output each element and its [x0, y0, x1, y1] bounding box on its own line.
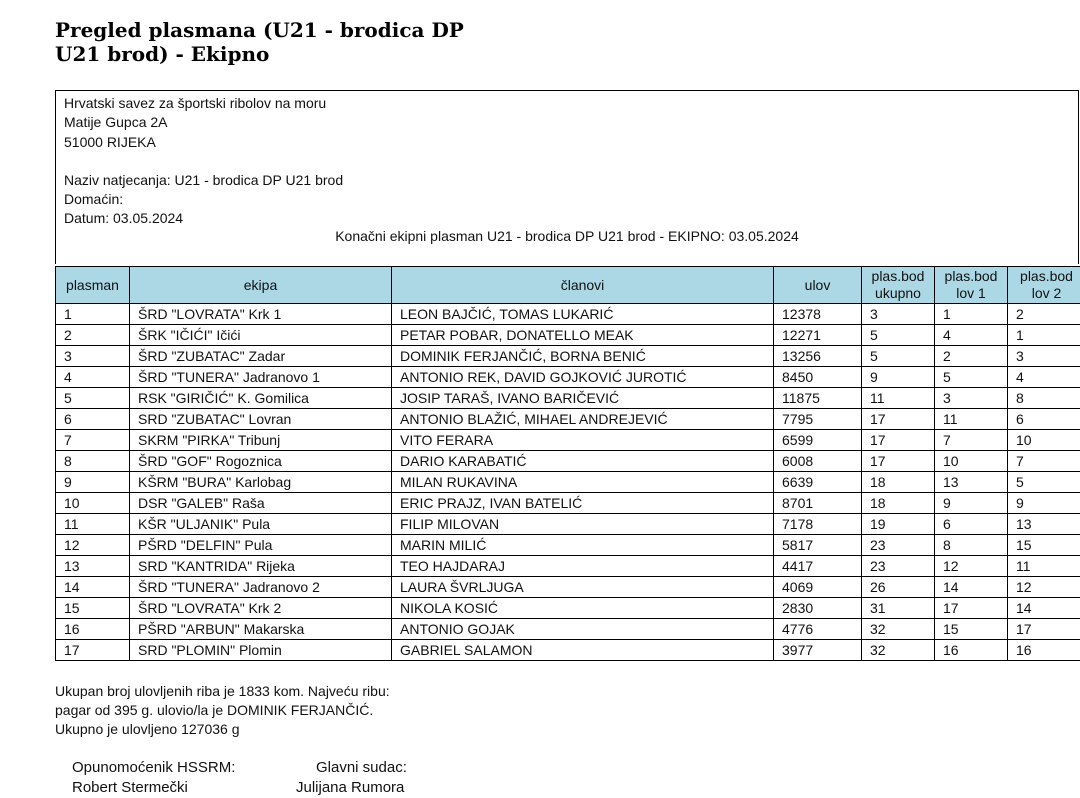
cell-ukupno: 18	[862, 493, 935, 514]
col-bod-lov1-l2: lov 1	[956, 285, 986, 301]
catch-summary	[55, 682, 390, 739]
cell-ekipa: PŠRD "ARBUN" Makarska	[130, 619, 392, 640]
cell-plasman: 6	[56, 409, 130, 430]
cell-lov2: 11	[1008, 556, 1080, 577]
cell-ulov: 8450	[774, 367, 862, 388]
cell-clanovi: MARIN MILIĆ	[392, 535, 774, 556]
competition-host: Domaćin:	[64, 190, 123, 208]
cell-ulov: 5817	[774, 535, 862, 556]
cell-clanovi: NIKOLA KOSIĆ	[392, 598, 774, 619]
cell-lov2: 16	[1008, 640, 1080, 661]
summary-line-3: Ukupno je ulovljeno 127036 g	[55, 720, 390, 739]
cell-lov1: 11	[935, 409, 1008, 430]
cell-lov1: 2	[935, 346, 1008, 367]
col-bod-lov1	[935, 267, 1008, 304]
org-street: Matije Gupca 2A	[64, 113, 168, 131]
table-row	[56, 367, 1080, 388]
signature-right	[296, 758, 407, 798]
cell-lov2: 15	[1008, 535, 1080, 556]
cell-ulov: 6639	[774, 472, 862, 493]
cell-ekipa: ŠRD "LOVRATA" Krk 1	[130, 304, 392, 325]
table-row	[56, 493, 1080, 514]
table-row	[56, 304, 1080, 325]
cell-ukupno: 5	[862, 346, 935, 367]
table-row	[56, 577, 1080, 598]
table-row	[56, 451, 1080, 472]
cell-plasman: 7	[56, 430, 130, 451]
table-caption: Konačni ekipni plasman U21 - brodica DP U21 brod - EKIPNO: 03.05.2024	[56, 228, 1078, 244]
cell-plasman: 10	[56, 493, 130, 514]
cell-lov2: 1	[1008, 325, 1080, 346]
signature-right-role: Glavni sudac:	[296, 758, 407, 778]
cell-ulov: 2830	[774, 598, 862, 619]
cell-lov2: 6	[1008, 409, 1080, 430]
page-title	[55, 18, 575, 66]
cell-clanovi: LAURA ŠVRLJUGA	[392, 577, 774, 598]
cell-ukupno: 32	[862, 640, 935, 661]
cell-clanovi: MILAN RUKAVINA	[392, 472, 774, 493]
col-bod-lov2-l2: lov 2	[1032, 285, 1062, 301]
cell-clanovi: ERIC PRAJZ, IVAN BATELIĆ	[392, 493, 774, 514]
cell-ekipa: ŠRD "LOVRATA" Krk 2	[130, 598, 392, 619]
org-name: Hrvatski savez za športski ribolov na moru	[64, 94, 326, 112]
cell-ukupno: 17	[862, 409, 935, 430]
cell-plasman: 3	[56, 346, 130, 367]
cell-ukupno: 11	[862, 388, 935, 409]
cell-lov1: 12	[935, 556, 1008, 577]
col-bod-ukupno-l1: plas.bod	[872, 268, 925, 284]
cell-plasman: 13	[56, 556, 130, 577]
cell-ulov: 12271	[774, 325, 862, 346]
signature-left-name: Robert Stermečki	[72, 778, 235, 798]
col-bod-ukupno-l2: ukupno	[875, 285, 921, 301]
signature-left-role: Opunomoćenik HSSRM:	[72, 758, 235, 778]
cell-clanovi: JOSIP TARAŠ, IVANO BARIČEVIĆ	[392, 388, 774, 409]
col-clanovi: članovi	[392, 267, 774, 304]
cell-lov2: 17	[1008, 619, 1080, 640]
cell-ulov: 4776	[774, 619, 862, 640]
cell-ulov: 8701	[774, 493, 862, 514]
summary-line-1: Ukupan broj ulovljenih riba je 1833 kom. Najveću ribu:	[55, 682, 390, 701]
table-row	[56, 325, 1080, 346]
cell-clanovi: ANTONIO BLAŽIĆ, MIHAEL ANDREJEVIĆ	[392, 409, 774, 430]
cell-clanovi: PETAR POBAR, DONATELLO MEAK	[392, 325, 774, 346]
cell-plasman: 8	[56, 451, 130, 472]
cell-ulov: 11875	[774, 388, 862, 409]
table-row	[56, 472, 1080, 493]
cell-ukupno: 23	[862, 535, 935, 556]
competition-date: Datum: 03.05.2024	[64, 209, 183, 227]
cell-lov1: 8	[935, 535, 1008, 556]
cell-clanovi: DOMINIK FERJANČIĆ, BORNA BENIĆ	[392, 346, 774, 367]
table-row	[56, 514, 1080, 535]
cell-ekipa: PŠRD "DELFIN" Pula	[130, 535, 392, 556]
competition-info-box	[55, 90, 1079, 264]
cell-ekipa: KŠRM "BURA" Karlobag	[130, 472, 392, 493]
cell-clanovi: FILIP MILOVAN	[392, 514, 774, 535]
cell-ukupno: 31	[862, 598, 935, 619]
col-ulov: ulov	[774, 267, 862, 304]
cell-ekipa: SRD "ZUBATAC" Lovran	[130, 409, 392, 430]
cell-ulov: 7795	[774, 409, 862, 430]
org-city: 51000 RIJEKA	[64, 133, 156, 151]
cell-lov1: 16	[935, 640, 1008, 661]
cell-ekipa: SKRM "PIRKA" Tribunj	[130, 430, 392, 451]
cell-lov1: 15	[935, 619, 1008, 640]
cell-clanovi: ANTONIO REK, DAVID GOJKOVIĆ JUROTIĆ	[392, 367, 774, 388]
cell-lov1: 5	[935, 367, 1008, 388]
col-ekipa: ekipa	[130, 267, 392, 304]
cell-ukupno: 3	[862, 304, 935, 325]
cell-lov1: 1	[935, 304, 1008, 325]
cell-lov1: 14	[935, 577, 1008, 598]
cell-plasman: 12	[56, 535, 130, 556]
cell-ukupno: 17	[862, 451, 935, 472]
cell-lov2: 8	[1008, 388, 1080, 409]
cell-clanovi: LEON BAJČIĆ, TOMAS LUKARIĆ	[392, 304, 774, 325]
cell-plasman: 2	[56, 325, 130, 346]
cell-lov1: 6	[935, 514, 1008, 535]
cell-ulov: 4417	[774, 556, 862, 577]
cell-ukupno: 17	[862, 430, 935, 451]
cell-clanovi: VITO FERARA	[392, 430, 774, 451]
cell-ukupno: 9	[862, 367, 935, 388]
cell-lov1: 10	[935, 451, 1008, 472]
cell-clanovi: GABRIEL SALAMON	[392, 640, 774, 661]
cell-clanovi: DARIO KARABATIĆ	[392, 451, 774, 472]
cell-ekipa: ŠRK "IČIĆI" Ičići	[130, 325, 392, 346]
table-row	[56, 346, 1080, 367]
table-row	[56, 598, 1080, 619]
col-bod-ukupno	[862, 267, 935, 304]
cell-plasman: 9	[56, 472, 130, 493]
cell-ekipa: ŠRD "GOF" Rogoznica	[130, 451, 392, 472]
title-line-2: U21 brod) - Ekipno	[55, 42, 575, 66]
cell-ukupno: 32	[862, 619, 935, 640]
cell-ekipa: ŠRD "TUNERA" Jadranovo 1	[130, 367, 392, 388]
cell-ulov: 12378	[774, 304, 862, 325]
cell-lov2: 2	[1008, 304, 1080, 325]
cell-ulov: 6599	[774, 430, 862, 451]
cell-ukupno: 19	[862, 514, 935, 535]
cell-ulov: 13256	[774, 346, 862, 367]
cell-lov2: 7	[1008, 451, 1080, 472]
col-bod-lov2-l1: plas.bod	[1020, 268, 1073, 284]
cell-plasman: 16	[56, 619, 130, 640]
results-body	[56, 304, 1080, 661]
col-bod-lov2	[1008, 267, 1080, 304]
cell-lov1: 3	[935, 388, 1008, 409]
cell-ulov: 4069	[774, 577, 862, 598]
cell-plasman: 11	[56, 514, 130, 535]
table-row	[56, 409, 1080, 430]
cell-ulov: 6008	[774, 451, 862, 472]
cell-lov1: 4	[935, 325, 1008, 346]
cell-plasman: 17	[56, 640, 130, 661]
cell-ekipa: ŠRD "TUNERA" Jadranovo 2	[130, 577, 392, 598]
summary-line-2: pagar od 395 g. ulovio/la je DOMINIK FERJANČIĆ.	[55, 701, 390, 720]
cell-lov1: 13	[935, 472, 1008, 493]
cell-plasman: 1	[56, 304, 130, 325]
cell-lov1: 7	[935, 430, 1008, 451]
cell-plasman: 14	[56, 577, 130, 598]
signature-left	[72, 758, 235, 798]
cell-ukupno: 26	[862, 577, 935, 598]
cell-lov2: 12	[1008, 577, 1080, 598]
col-plasman: plasman	[56, 267, 130, 304]
cell-ekipa: SRD "KANTRIDA" Rijeka	[130, 556, 392, 577]
cell-ekipa: RSK "GIRIČIĆ" K. Gomilica	[130, 388, 392, 409]
cell-ukupno: 23	[862, 556, 935, 577]
signature-right-name: Julijana Rumora	[296, 778, 407, 798]
cell-lov2: 3	[1008, 346, 1080, 367]
table-row	[56, 640, 1080, 661]
cell-lov1: 17	[935, 598, 1008, 619]
cell-ekipa: SRD "PLOMIN" Plomin	[130, 640, 392, 661]
cell-plasman: 5	[56, 388, 130, 409]
competition-name: Naziv natjecanja: U21 - brodica DP U21 brod	[64, 171, 343, 189]
cell-ekipa: ŠRD "ZUBATAC" Zadar	[130, 346, 392, 367]
cell-clanovi: TEO HAJDARAJ	[392, 556, 774, 577]
cell-ekipa: KŠR "ULJANIK" Pula	[130, 514, 392, 535]
cell-plasman: 15	[56, 598, 130, 619]
table-row	[56, 556, 1080, 577]
title-line-1: Pregled plasmana (U21 - brodica DP	[55, 18, 575, 42]
cell-ekipa: DSR "GALEB" Raša	[130, 493, 392, 514]
cell-ulov: 7178	[774, 514, 862, 535]
cell-ukupno: 5	[862, 325, 935, 346]
table-row	[56, 430, 1080, 451]
col-bod-lov1-l1: plas.bod	[945, 268, 998, 284]
table-row	[56, 388, 1080, 409]
table-row	[56, 535, 1080, 556]
cell-lov2: 13	[1008, 514, 1080, 535]
cell-clanovi: ANTONIO GOJAK	[392, 619, 774, 640]
cell-lov1: 9	[935, 493, 1008, 514]
cell-lov2: 14	[1008, 598, 1080, 619]
cell-plasman: 4	[56, 367, 130, 388]
cell-lov2: 9	[1008, 493, 1080, 514]
table-header-row	[56, 267, 1080, 304]
results-table	[55, 266, 1080, 661]
cell-lov2: 4	[1008, 367, 1080, 388]
table-row	[56, 619, 1080, 640]
cell-lov2: 10	[1008, 430, 1080, 451]
cell-ulov: 3977	[774, 640, 862, 661]
cell-lov2: 5	[1008, 472, 1080, 493]
cell-ukupno: 18	[862, 472, 935, 493]
